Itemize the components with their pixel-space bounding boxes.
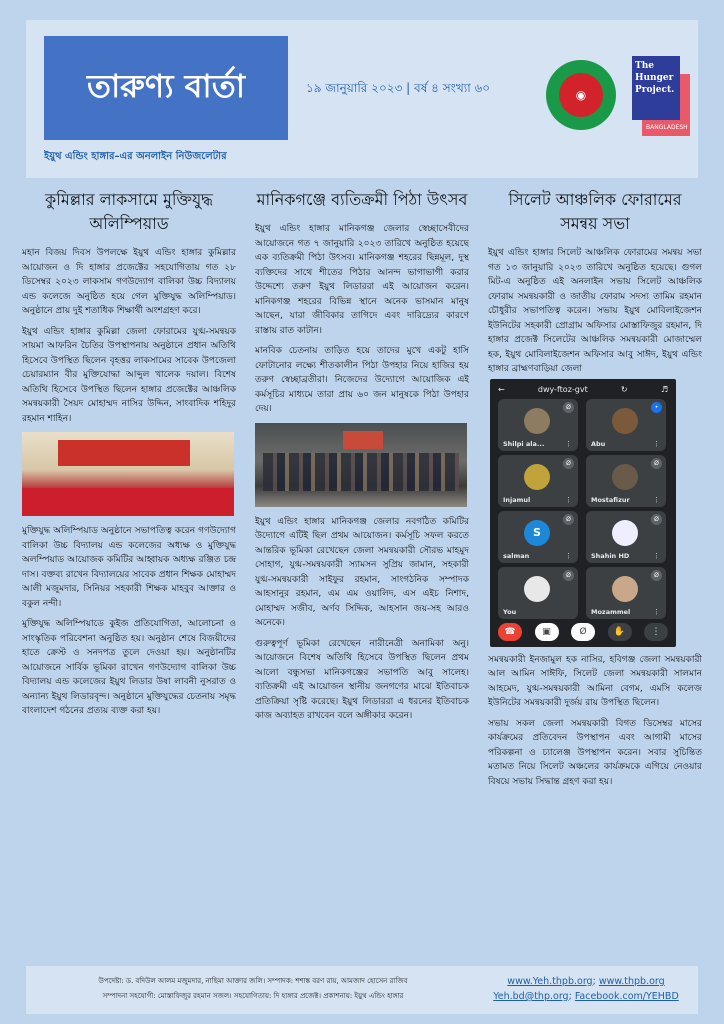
tagline: ইয়ুথ এন্ডিং হাঙ্গার–এর অনলাইন নিউজলেটার (44, 151, 227, 162)
article-paragraph: ইয়ুথ এন্ডিং হাঙ্গার মানিকগঞ্জ জেলার স্বেচ্ছাসেবীদের আয়োজনে গত ৭ জানুয়ারি ২০২৩ তারিখে অনুষ্ঠিত হয়েছে এক ব্যতিক্রমী পিঠা উৎসব। মানিকগঞ্জ শহরের ছিন্নমূল, দুস্থ ব্যক্তিদের সাথে শীতের পিঠার আনন্দ ভাগাভাগী করার উদ্দেশ্যে তরুণ ইয়ুথ লিডাররা এই আয়োজন করেন। মানিকগঞ্জ শহরের বিভিন্ন স্থানে অনেক ভাসমান মানুষ আছেন, যারা জীবিকার তাগিদে এবং দারিদ্র্যের কারণে রাস্তায় রাত কাটান। (255, 224, 469, 336)
credits-line: উপদেষ্টা: ড. বদিউল আলম মজুমদার, নাছিমা আক্তার জলি। সম্পাদক: শশাঙ্ক বরণ রায়, আমজাদ হোসেন রাজিব (98, 977, 408, 985)
article-paragraph: সভায় সকল জেলা সমন্বয়কারী বিগত ডিসেম্বর মাসের কার্যক্রমের প্রতিবেদন উপস্থাপন এবং আগামী মাসের পরিকল্পনা ও চ্যালেঞ্জ উপস্থাপন করেন। সবার সুচিন্তিত মতামত নিয়ে সিলেট অঞ্চলের কার্যক্রমকে এগিয়ে নেওয়ার বিষয়ে সভায় সিদ্ধান্ত গ্রহণ করা হয়। (488, 718, 702, 787)
avatar (524, 576, 550, 602)
avatar (612, 464, 638, 490)
article-comilla (22, 186, 236, 958)
website-link[interactable]: www.Yeh.thpb.org (507, 976, 593, 987)
thp-line1: The (635, 61, 654, 71)
article-manikganj (255, 186, 469, 958)
camera-off-icon: ▣ (535, 623, 559, 641)
speaker-icon: ♬ (660, 384, 668, 394)
more-icon: ⋮ (653, 495, 660, 504)
google-meet-screenshot (490, 379, 676, 647)
thp-country: BANGLADESH (646, 124, 688, 131)
avatar (612, 576, 638, 602)
speaking-icon: • (651, 402, 662, 413)
more-icon: ⋮ (565, 495, 572, 504)
mic-off-icon: Ø (571, 623, 595, 641)
participant-tile: S Ø salman ⋮ (498, 511, 578, 563)
article-paragraph: ইয়ুথ এন্ডিং হাঙ্গার কুমিল্লা জেলা ফোরামের যুগ্ম-সমন্বয়ক সায়মা আফরিন চৈতির উপস্থাপনায় অনুষ্ঠানে প্রধান অতিথি হিসেবে উপস্থিত ছিলেন বৃহত্তর লাকসামের সাবেক উপজেলা চেয়ারম্যান বীর মুক্তিযোদ্ধা আব্দুল খালেক দয়াল। বিশেষ অতিথি হিসেবে উপস্থিত ছিলেন হাঙ্গার প্রজেক্টের আঞ্চলিক সমন্বয়কারী সৈয়দ মোহাম্মদ নাসির উদ্দিন, সাংবাদিক শহিদুর রহমান শাহিন। (22, 326, 236, 424)
avatar (612, 408, 638, 434)
back-arrow-icon: ← (498, 384, 505, 394)
youth-ending-hunger-logo (546, 60, 616, 130)
pitha-festival-group-photo (255, 423, 467, 507)
article-paragraph: মহান বিজয় দিবস উপলক্ষে ইয়ুথ এন্ডিং হাঙ্গার কুমিল্লার আয়োজন ও দি হাঙ্গার প্রজেক্টের সহযোগিতায় গত ২৮ ডিসেম্বর ২০২৩ লাকসাম গণউদ্যোগ বালিকা উচ্চ বিদ্যালয় এন্ড কলেজে অনুষ্ঠিত হয়ে গেল মুক্তিযুদ্ধ অলিম্পিয়াড। অনুষ্ঠানে প্রায় দুই শতাধিক শিক্ষার্থী অংশগ্রহণ করে। (22, 248, 236, 316)
participant-tile: Ø Shilpi ala... ⋮ (498, 399, 578, 451)
newsletter-footer (26, 966, 698, 1014)
article-headline: কুমিল্লার লাকসামে মুক্তিযুদ্ধ অলিম্পিয়াড (45, 190, 213, 233)
article-paragraph: সমন্বয়কারী ইনজামুল হক নাসির, হবিগঞ্জ জেলা সমন্বয়কারী আল আমিন সাঈফি, সিলেট জেলা সমন্বয়কারী সালমান আহমেদ, যুগ্ম-সমন্বয়কারী আমিনা বেগম, এমসি কলেজ ইউনিটের সমন্বয়কারী দুর্জয় রায় উপস্থিত ছিলেন। (488, 654, 702, 708)
mic-off-icon: Ø (651, 458, 662, 469)
more-icon: ⋮ (565, 439, 572, 448)
article-paragraph: মুক্তিযুদ্ধ অলিম্পিয়াডে কুইজ প্রতিযোগিতা, আলোচনা ও সাংস্কৃতিক পরিবেশনা অনুষ্ঠিত হয়। অনুষ্ঠান শেষে বিজয়ীদের হাতে ক্রেস্ট ও সনদপত্র তুলে দেওয়া হয়। অনুষ্ঠানটির আয়োজনে সার্বিক ভূমিকা রাখেন গণউদ্যোগ বালিকা উচ্চ বিদ্যালয় এন্ড কলেজের ইয়ুথ লিডার উষা লাবনী নুসরাত ও অন্যান্য ইয়ুথ লিডারবৃন্দ। অনুষ্ঠানে মুক্তিযুদ্ধের চেতনায় সমৃদ্ধ বাংলাদেশ গঠনের প্রত্যয় ব্যক্ত করা হয়। (22, 619, 236, 716)
article-paragraph: ইয়ুথ এন্ডিং হাঙ্গার মানিকগঞ্জ জেলার নবগঠিত কমিটির উদ্যোগে এটিই ছিল প্রথম আয়োজন। কর্মসূচি সফল করতে আন্তরিক ভূমিকা রেখেছেন জেলা সমন্বয়কারী সৌরভ মাহমুদ সোহাগ, যুগ্ম-সমন্বয়কারী স্যামসন সুপ্রিয় জামান, সহকারী যুগ্ম-সমন্বয়কারী সাইফুর রহমান, সাংগঠনিক সম্পাদক আহসানুর রহমান, এম এম ওয়ালিদ, এস এইচ নিশাদ, মোহাম্মদ সজীব, অর্ণব সিদ্দিক, আহসান জয়-সহ আরও অনেকে। (255, 516, 469, 628)
article-sylhet (488, 186, 702, 958)
more-icon: ⋮ (653, 607, 660, 616)
issue-info: ১৯ জানুয়ারি ২০২৩ | বর্ষ ৪ সংখ্যা ৬০ (306, 81, 491, 95)
thp-line3: Project. (635, 85, 675, 95)
avatar (524, 408, 550, 434)
raise-hand-icon: ✋ (608, 623, 632, 641)
article-paragraph: গুরুত্বপূর্ণ ভূমিকা রেখেছেন নারীনেত্রী অনামিকা অনু। আয়োজনে বিশেষ অতিথি হিসেবে উপস্থিত ছিলেন প্রথম আলো বন্ধুসভা মানিকগঞ্জের সভাপতি আবু সালেহ। ব্যতিক্রমী এই আয়োজন স্থানীয় জনগণের মাঝে ইতিবাচক প্রতিক্রিয়া সৃষ্টি করেছে। ইয়ুথ লিডাররা এ ধরনের ইতিবাচক কাজ অব্যাহত রাখবেন বলে অঙ্গীকার করেন। (255, 638, 469, 721)
mic-off-icon: Ø (651, 514, 662, 525)
avatar (612, 520, 638, 546)
newsletter-title: তারুণ্য বার্তা (87, 67, 245, 105)
newsletter-header (26, 20, 698, 178)
mic-off-icon: Ø (651, 570, 662, 581)
credits (38, 974, 468, 1004)
facebook-link[interactable]: Facebook.com/YEHBD (574, 991, 679, 1002)
thp-line2: Hunger (635, 73, 674, 83)
participant-tile: Ø Mozammel ⋮ (586, 567, 666, 619)
camera-switch-icon: ↻ (620, 384, 628, 394)
participant-tile: Ø Mostafizur ⋮ (586, 455, 666, 507)
article-paragraph: ইয়ুথ এন্ডিং হাঙ্গার সিলেট আঞ্চলিক ফোরামের সমন্বয় সভা গত ১৩ জানুয়ারি ২০২৩ তারিখে অনুষ্ঠিত হয়েছে। গুগল মিট-এ অনুষ্ঠিত এই অনলাইন সভায় সিলেট আঞ্চলিক ফোরাম সমন্বয়কারী ও জাতীয় ফোরাম সদস্য তামিম রহমান চৌধুরীর সভাপতিত্ব করেন। সভায় ইয়ুথ মোবিলাইজেশন ইউনিটের সহকারী প্রোগ্রাম অফিসার মোস্তাফিজুর রহমান, দি হাঙ্গার প্রজেক্ট সিলেটের আঞ্চলিক সমন্বয়কারী মোজাম্মেল হক, ইয়ুথ মোবিলাইজেশন অফিসার আবু সাঈদ, ইয়ুথ এন্ডিং হাঙ্গার ব্রাহ্মণবাড়িয়া জেলা (488, 248, 702, 374)
mic-off-icon: Ø (563, 570, 574, 581)
more-icon: ⋮ (565, 551, 572, 560)
email-link[interactable]: Yeh.bd@thp.org (493, 991, 569, 1002)
olympiad-event-photo (22, 432, 234, 516)
participant-tile: • Abu ⋮ (586, 399, 666, 451)
more-icon: ⋮ (653, 551, 660, 560)
credits-line: সম্পাদনা সহযোগী: মোস্তাফিজুর রহমান সজল। সহযোগিতায়: দি হাঙ্গার প্রজেক্ট। প্রকাশনায়: ইয়ুথ এন্ডিং হাঙ্গার (102, 992, 404, 1000)
mic-off-icon: Ø (563, 402, 574, 413)
contact-links: www.Yeh.thpb.org; www.thpb.org Yeh.bd@thp.org; Facebook.com/YEHBD (493, 976, 679, 1002)
website-link[interactable]: www.thpb.org (598, 976, 665, 987)
end-call-icon: ☎ (498, 623, 522, 641)
participant-tile: Ø Shahin HD ⋮ (586, 511, 666, 563)
avatar (524, 464, 550, 490)
avatar: S (524, 520, 550, 546)
article-paragraph: মানবিক চেতনায় তাড়িত হয়ে তাদের মুখে একটু হাসি ফোটানোর লক্ষ্যে শীতকালীন পিঠা উপহার নিয়ে হাজির হয় তরুণ স্বেচ্ছাব্রতীরা। নিজেদের উদ্যোগে আয়োজিক এই কর্মসূচির মাধ্যমে তারা প্রায় ৬০ জন মানুষকে পিঠা উপহার দেয়। (255, 346, 469, 414)
masthead (44, 36, 288, 140)
more-icon: ⋮ (653, 439, 660, 448)
article-paragraph: মুক্তিযুদ্ধ অলিম্পিয়াড অনুষ্ঠানে সভাপতিত্ব করেন গণউদ্যোগ বালিকা উচ্চ বিদ্যালয় এন্ড কলেজের অধ্যক্ষ ও মুক্তিযুদ্ধ অলম্পিয়াড আয়োজক কমিটির আহ্বায়ক অধ্যক্ষ রঞ্জিত চন্দ্র দাস। বক্তব্য রাখেন বিদ্যালয়ের সাবেক প্রধান শিক্ষক মোহাম্মদ আলী মজুমদার, সিনিয়র সহকারী শিক্ষক মাহবুব আক্তার ও বকুল নন্দী। (22, 526, 236, 609)
participant-tile: Ø You (498, 567, 578, 619)
meeting-code: dwy-ftoz-gvt (537, 384, 588, 394)
article-headline: মানিকগঞ্জে ব্যতিক্রমী পিঠা উৎসব (256, 190, 468, 209)
hunger-project-logo (632, 56, 690, 136)
more-options-icon: ⋮ (644, 623, 668, 641)
bangladesh-map-icon: ◉ (559, 73, 603, 117)
mic-off-icon: Ø (563, 514, 574, 525)
mic-off-icon: Ø (563, 458, 574, 469)
participant-tile: Ø Injamul ⋮ (498, 455, 578, 507)
article-headline: সিলেট আঞ্চলিক ফোরামের সমন্বয় সভা (508, 190, 682, 233)
